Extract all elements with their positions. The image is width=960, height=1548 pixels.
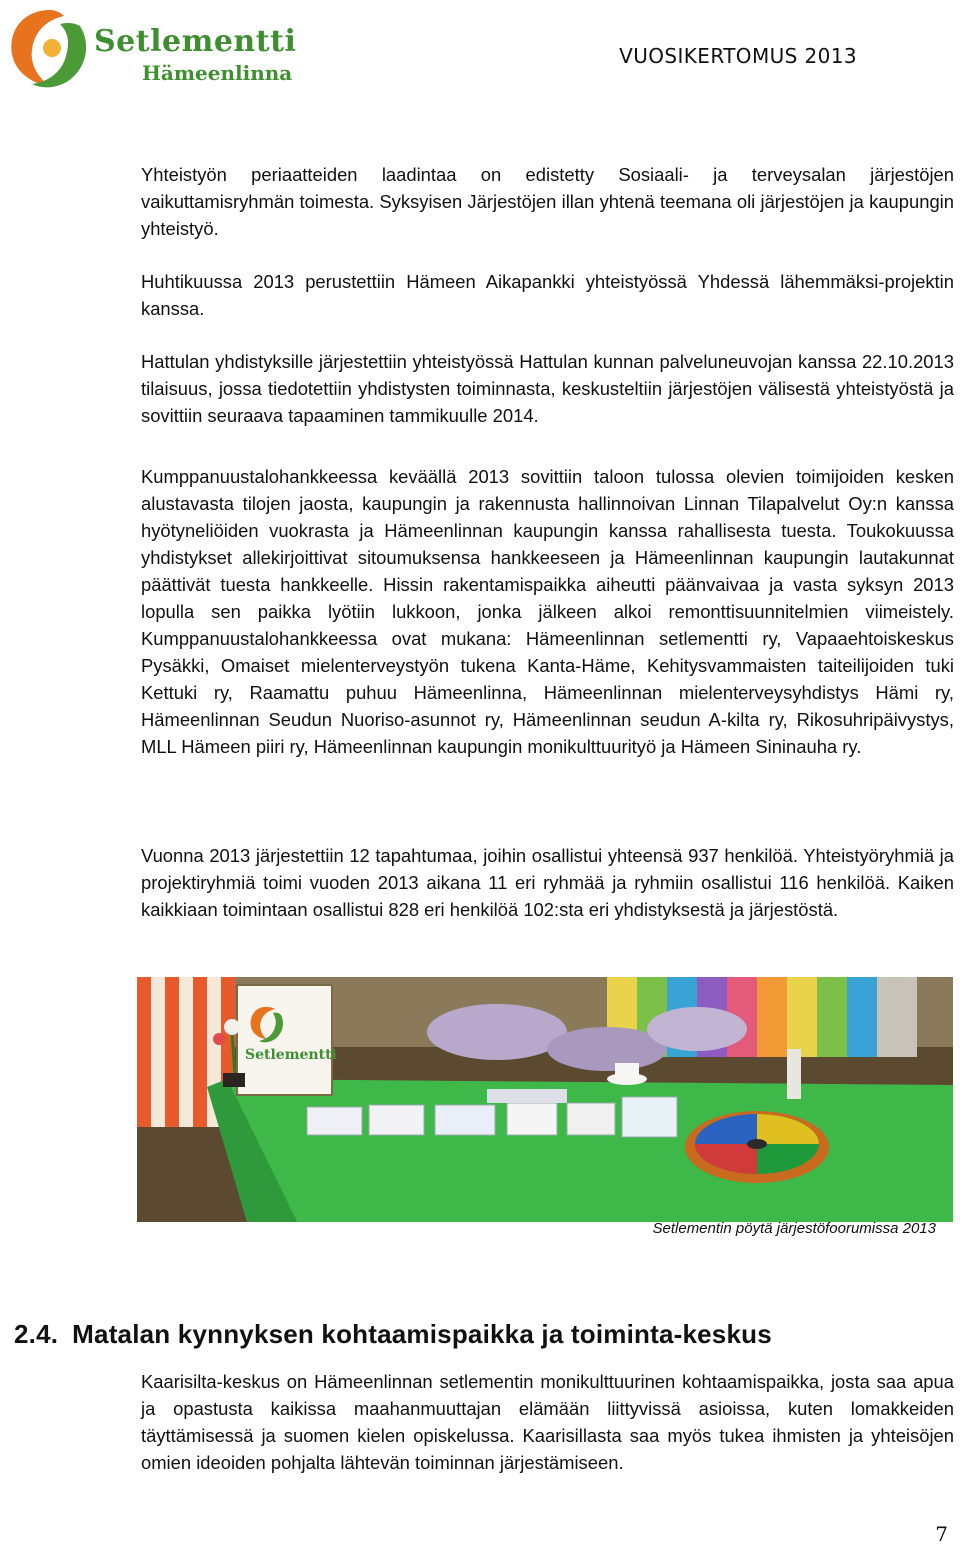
photo-illustration — [137, 977, 953, 1222]
game-wheel — [685, 1111, 829, 1183]
paragraph-aikapankki: Huhtikuussa 2013 perustettiin Hämeen Aikapankki yhteistyössä Yhdessä lähemmäksi-projektin kanssa. — [141, 271, 954, 319]
setlementti-sign — [237, 985, 337, 1095]
section-number: 2.4. — [14, 1319, 59, 1349]
paragraph-6-block — [141, 1368, 954, 1476]
section-heading — [14, 1319, 772, 1350]
logo-name: Setlementti — [94, 24, 297, 59]
paragraph-1-block — [141, 161, 954, 242]
logo-hands-icon — [2, 2, 97, 96]
green-tablecloth — [227, 1079, 953, 1222]
paragraph-statistics: Vuonna 2013 järjestettiin 12 tapahtumaa, joihin osallistui yhteensä 937 henkilöä. Yhteistyöryhmiä ja projektiryhmiä toimi vuoden 2013 aikana 11 eri ryhmää ja ryhmiin osallistui 116 henkilöä. Kaiken kaikkiaan toimintaan osallistui 828 eri henkilöä 102:sta eri yhdistyksestä ja järjestöstä. — [141, 845, 954, 920]
paragraph-3-block — [141, 348, 954, 429]
page-number: 7 — [935, 1522, 948, 1546]
page-header — [0, 0, 960, 100]
sign-text: Setlementti — [245, 1047, 337, 1063]
report-title: VUOSIKERTOMUS 2013 — [619, 44, 857, 68]
paragraph-5-block — [141, 842, 954, 923]
paragraph-hattula: Hattulan yhdistyksille järjestettiin yhteistyössä Hattulan kunnan palveluneuvojan kanssa 22.10.2013 tilaisuus, jossa tiedotettiin yhdistysten toiminnasta, keskusteltiin järjestöjen välisestä yhteistyöstä ja sovittiin seuraava tapaaminen tammikuulle 2014. — [141, 351, 954, 426]
paragraph-kaarisilta: Kaarisilta-keskus on Hämeenlinnan setlementin monikulttuurinen kohtaamispaikka, josta saa apua ja opastusta kaikissa maahanmuuttajan elämään liittyvissä asioissa, kuten lomakkeiden täyttämisessä ja suomen kielen opiskelussa. Kaarisillasta saa myös tukea ihmisten ja yhteisöjen omien ideoiden pohjalta lähtevän toiminnan järjestämiseen. — [141, 1371, 954, 1473]
photo-caption: Setlementin pöytä järjestöfoorumissa 2013 — [652, 1220, 936, 1237]
tube — [787, 1049, 801, 1099]
logo-city: Hämeenlinna — [142, 61, 293, 85]
section-title: Matalan kynnyksen kohtaamispaikka ja toiminta-keskus — [72, 1319, 772, 1349]
paragraph-2-block — [141, 268, 954, 322]
forum-table-photo — [137, 977, 953, 1222]
paragraph-cooperation: Yhteistyön periaatteiden laadintaa on edistetty Sosiaali- ja terveysalan järjestöjen vaikuttamisryhmän toimesta. Syksyisen Järjestöjen illan yhtenä teemana oli järjestöjen ja kaupungin yhteistyö. — [141, 164, 954, 239]
setlementti-logo — [2, 2, 297, 96]
paragraph-4-block — [141, 463, 954, 760]
paragraph-kumppanuustalo: Kumppanuustalohankkeessa keväällä 2013 sovittiin taloon tulossa olevien toimijoiden kesken alustavasta tilojen jaosta, kaupungin ja rakennusta hallinnoivan Linnan Tilapalvelut Oy:n kanssa hyötyneliöiden vuokrasta ja Hämeenlinnan kaupungin kanssa rahallisesta tuesta. Toukokuussa yhdistykset allekirjoittivat sitoumuksensa hankkeeseen ja Hämeenlinnan kaupungin lautakunnat päättivät tuesta hankkeelle. Hissin rakentamispaikka aiheutti päänvaivaa ja vasta syksyn 2013 lopulla sen paikka lyötiin lukkoon, jonka jälkeen alkoi remonttisuunnitelmien viimeistely. Kumppanuustalohankkeessa ovat mukana: Hämeenlinnan setlementti ry, Vapaaehtoiskeskus Pysäkki, Omaiset mielenterveystyön tukena Kanta-Häme, Kehitysvammaisten taiteilijoiden tuki Kettuki ry, Raamattu puhuu Hämeenlinna, Hämeenlinnan mielenterveysyhdistys Hämi ry, Hämeenlinnan Seudun Nuoriso-asunnot ry, Hämeenlinnan seudun A-kilta ry, Rikosuhripäivystys, MLL Hämeen piiri ry, Hämeenlinnan kaupungin monikulttuurityö ja Hämeen Sininauha ry. — [141, 466, 954, 757]
